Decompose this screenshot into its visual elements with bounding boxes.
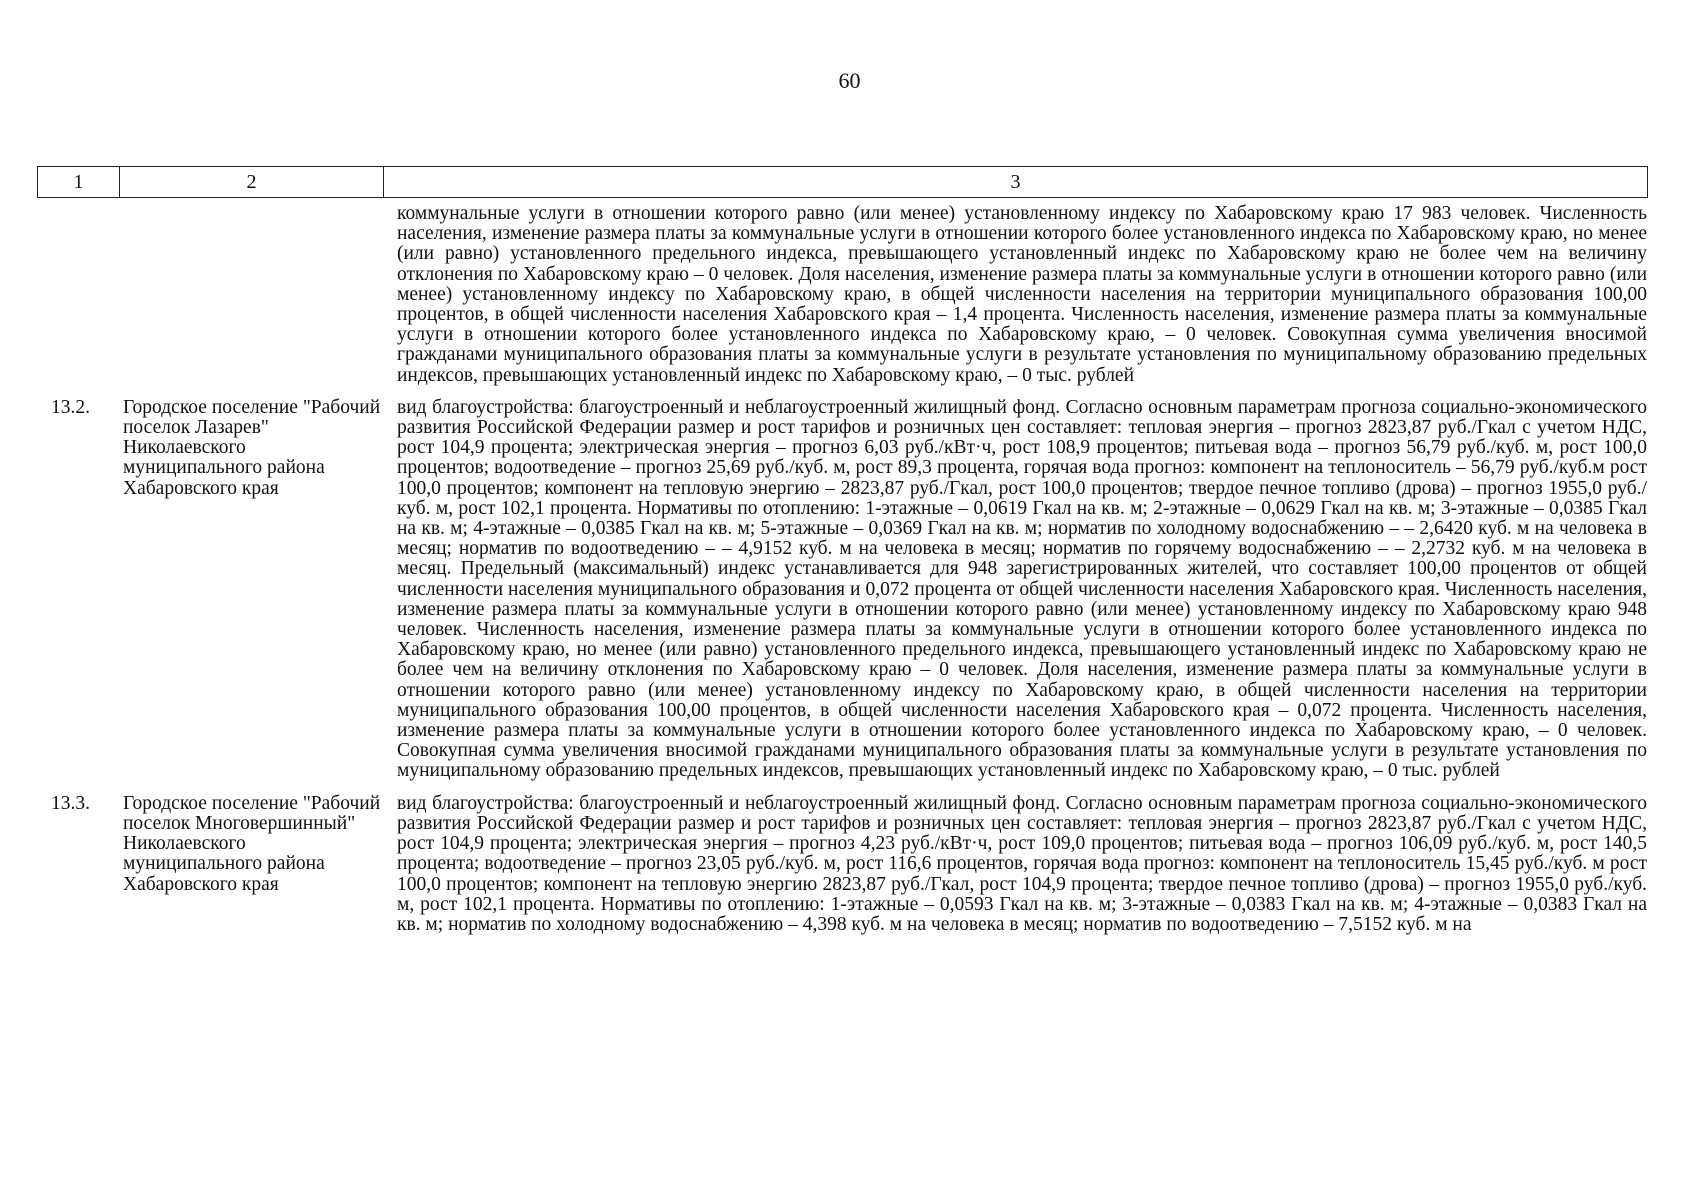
municipality-name: Городское поселение "Рабочий поселок Лазарев" Николаевского муниципального района Хабаровского края xyxy=(123,396,381,499)
column-header-3: 3 xyxy=(384,167,1648,198)
municipality-name: Городское поселение "Рабочий поселок Многовершинный" Николаевского муниципального района Хабаровского края xyxy=(123,792,381,895)
table-row xyxy=(37,204,1647,386)
table-row xyxy=(37,398,1647,782)
table-body xyxy=(37,204,1647,935)
row-number: 13.3. xyxy=(51,792,90,814)
column-header-row xyxy=(38,167,1648,198)
column-header-1: 1 xyxy=(38,167,120,198)
table-row xyxy=(37,794,1647,935)
row-description: вид благоустройства: благоустроенный и неблагоустроенный жилищный фонд. Согласно основным параметрам прогноза социально-экономического развития Российской Федерации размер и рост тарифов и розничных цен составляет: тепловая энергия – прогноз 2823,87 руб./Гкал с учетом НДС, рост 104,9 процента; электрическая энергия – прогноз 4,23 руб./кВт·ч, рост 109,0 процентов; питьевая вода – прогноз 106,09 руб./куб. м, рост 140,5 процента; водоотведение – прогноз 23,05 руб./куб. м, рост 116,6 процентов, горячая вода прогноз: компонент на теплоноситель 15,45 руб./куб. м рост 100,0 процентов; компонент на тепловую энергию 2823,87 руб./Гкал, рост 104,9 процента; твердое печное топливо (дрова) – прогноз 1955,0 руб./куб. м, рост 102,1 процента. Нормативы по отоплению: 1-этажные – 0,0593 Гкал на кв. м; 3-этажные – 0,0383 Гкал на кв. м; 4-этажные – 0,0383 Гкал на кв. м; норматив по холодному водоснабжению – 4,398 куб. м на человека в месяц; норматив по водоотведению – 7,5152 куб. м на xyxy=(397,792,1647,935)
row-description: коммунальные услуги в отношении которого равно (или менее) установленному индексу по Хабаровскому краю 17 983 человек. Численность населения, изменение размера платы за коммунальные услуги в отношении которого более установленного индекса по Хабаровскому краю, но менее (или равно) установленного предельного индекса, превышающего установленный индекс по Хабаровскому краю не более чем на величину отклонения по Хабаровскому краю – 0 человек. Доля населения, изменение размера платы за коммунальные услуги в отношении которого равно (или менее) установленному индексу по Хабаровскому краю, в общей численности населения на территории муниципального образования 100,00 процентов, в общей численности населения Хабаровского края – 1,4 процента. Численность населения, изменение размера платы за коммунальные услуги в отношении которого более установленного индекса по Хабаровскому краю, – 0 человек. Совокупная сумма увеличения вносимой гражданами муниципального образования платы за коммунальные услуги в результате установления по муниципальному образованию предельных индексов, превышающих установленный индекс по Хабаровскому краю, – 0 тыс. рублей xyxy=(397,203,1647,386)
row-number: 13.2. xyxy=(51,396,90,418)
column-header-2: 2 xyxy=(120,167,384,198)
column-header-table xyxy=(37,166,1648,198)
row-description: вид благоустройства: благоустроенный и неблагоустроенный жилищный фонд. Согласно основным параметрам прогноза социально-экономического развития Российской Федерации размер и рост тарифов и розничных цен составляет: тепловая энергия – прогноз 2823,87 руб./Гкал с учетом НДС, рост 104,9 процента; электрическая энергия – прогноз 6,03 руб./кВт·ч, рост 108,9 процентов; питьевая вода – прогноз 56,79 руб./куб. м, рост 100,0 процентов; водоотведение – прогноз 25,69 руб./куб. м, рост 89,3 процента, горячая вода прогноз: компонент на теплоноситель – 56,79 руб./куб.м рост 100,0 процентов; компонент на тепловую энергию – 2823,87 руб./Гкал, рост 100,0 процентов; твердое печное топливо (дрова) – прогноз 1955,0 руб./куб. м, рост 102,1 процента. Нормативы по отоплению: 1-этажные – 0,0619 Гкал на кв. м; 2-этажные – 0,0629 Гкал на кв. м; 3-этажные – 0,0385 Гкал на кв. м; 4-этажные – 0,0385 Гкал на кв. м; 5-этажные – 0,0369 Гкал на кв. м; норматив по холодному водоснабжению – – 2,6420 куб. м на человека в месяц; норматив по водоотведению – – 4,9152 куб. м на человека в месяц; норматив по горячему водоснабжению – – 2,2732 куб. м на человека в месяц. Предельный (максимальный) индекс устанавливается для 948 зарегистрированных жителей, что составляет 100,00 процентов от общей численности населения муниципального образования и 0,072 процента от общей численности населения Хабаровского края. Численность населения, изменение размера платы за коммунальные услуги в отношении которого равно (или менее) установленному индексу по Хабаровскому краю 948 человек. Численность населения, изменение размера платы за коммунальные услуги в отношении которого более установленного индекса по Хабаровскому краю, но менее (или равно) установленного предельного индекса, превышающего установленный индекс по Хабаровскому краю не более чем на величину отклонения по Хабаровскому краю – 0 человек. Доля населения, изменение размера платы за коммунальные услуги в отношении которого равно (или менее) установленному индексу по Хабаровскому краю, в общей численности населения на территории муниципального образования 100,00 процентов, в общей численности населения Хабаровского края – 0,072 процента. Численность населения, изменение размера платы за коммунальные услуги в отношении которого более установленного индекса по Хабаровскому краю, – 0 человек. Совокупная сумма увеличения вносимой гражданами муниципального образования платы за коммунальные услуги в результате установления по муниципальному образованию предельных индексов, превышающих установленный индекс по Хабаровскому краю, – 0 тыс. рублей xyxy=(397,396,1647,782)
page-number: 60 xyxy=(838,68,861,93)
